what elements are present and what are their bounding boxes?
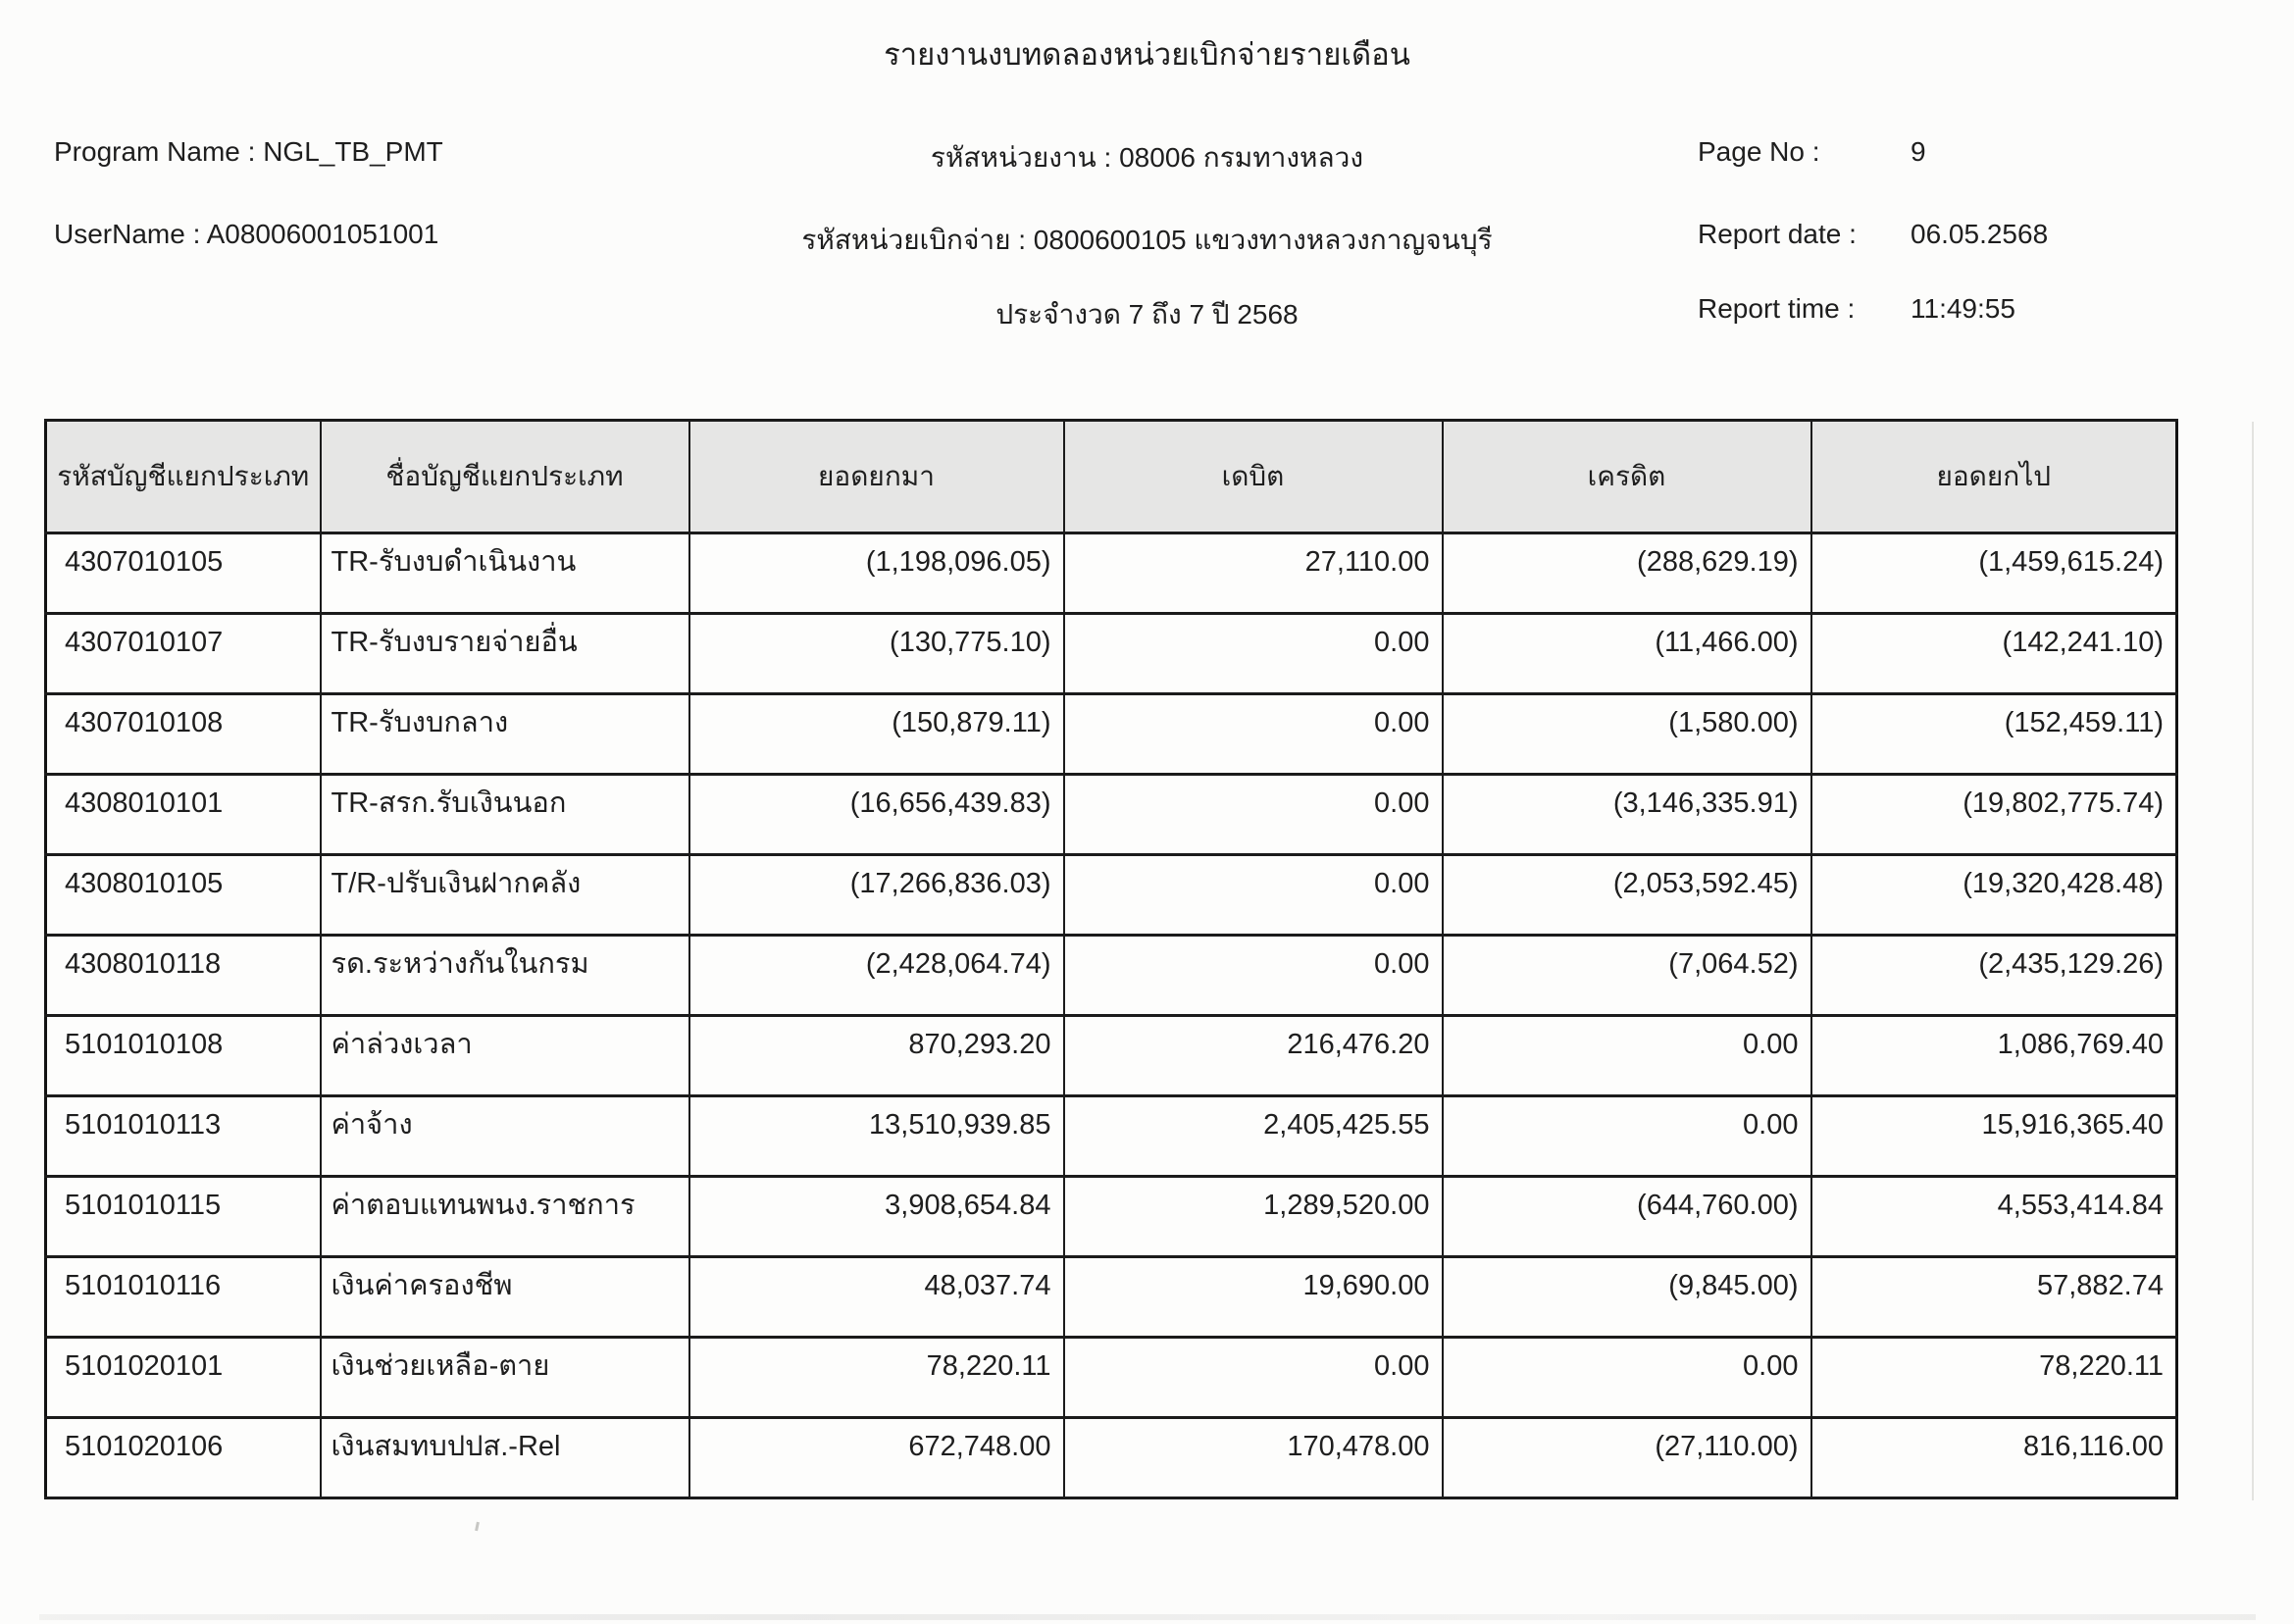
table-row <box>46 1418 2177 1498</box>
debit-cell: 0.00 <box>1064 614 1443 694</box>
debit-cell: 0.00 <box>1064 1338 1443 1418</box>
carry-forward-cell: 57,882.74 <box>1811 1257 2177 1338</box>
debit-cell: 2,405,425.55 <box>1064 1096 1443 1177</box>
credit-cell: (3,146,335.91) <box>1443 775 1811 855</box>
scan-smudge <box>39 1614 2256 1620</box>
report-title: รายงานงบทดลองหน่วยเบิกจ่ายรายเดือน <box>884 37 1410 72</box>
header-debit: เดบิต <box>1064 421 1443 533</box>
carry-forward-cell: 1,086,769.40 <box>1811 1016 2177 1096</box>
table-row <box>46 1177 2177 1257</box>
debit-cell: 19,690.00 <box>1064 1257 1443 1338</box>
account-name-cell: เงินค่าครองชีพ <box>321 1257 689 1338</box>
program-name-label: Program Name : <box>54 136 256 167</box>
table-row <box>46 1096 2177 1177</box>
account-code-cell: 5101010116 <box>46 1257 321 1338</box>
debit-cell: 170,478.00 <box>1064 1418 1443 1498</box>
table-row <box>46 936 2177 1016</box>
account-code-cell: 4307010108 <box>46 694 321 775</box>
table-body <box>46 533 2177 1498</box>
bring-forward-cell: (16,656,439.83) <box>689 775 1064 855</box>
account-code-cell: 4308010118 <box>46 936 321 1016</box>
table-row <box>46 855 2177 936</box>
bring-forward-cell: (130,775.10) <box>689 614 1064 694</box>
account-name-cell: ค่าตอบแทนพนง.ราชการ <box>321 1177 689 1257</box>
table-row <box>46 533 2177 614</box>
credit-cell: (1,580.00) <box>1443 694 1811 775</box>
bring-forward-cell: (1,198,096.05) <box>689 533 1064 614</box>
credit-cell: (7,064.52) <box>1443 936 1811 1016</box>
account-code-cell: 5101010108 <box>46 1016 321 1096</box>
carry-forward-cell: 816,116.00 <box>1811 1418 2177 1498</box>
account-name-cell: TR-รับงบดำเนินงาน <box>321 533 689 614</box>
program-name-value: NGL_TB_PMT <box>263 136 443 167</box>
header-account-code: รหัสบัญชีแยกประเภท <box>46 421 321 533</box>
credit-cell: (9,845.00) <box>1443 1257 1811 1338</box>
carry-forward-cell: 15,916,365.40 <box>1811 1096 2177 1177</box>
account-code-cell: 4307010107 <box>46 614 321 694</box>
bring-forward-cell: 870,293.20 <box>689 1016 1064 1096</box>
account-code-cell: 5101020101 <box>46 1338 321 1418</box>
header-bring-forward: ยอดยกมา <box>689 421 1064 533</box>
account-name-cell: รด.ระหว่างกันในกรม <box>321 936 689 1016</box>
page-no-label: Page No : <box>1698 136 1820 167</box>
header-carry-forward: ยอดยกไป <box>1811 421 2177 533</box>
credit-cell: (11,466.00) <box>1443 614 1811 694</box>
bring-forward-cell: 48,037.74 <box>689 1257 1064 1338</box>
carry-forward-cell: (1,459,615.24) <box>1811 533 2177 614</box>
debit-cell: 0.00 <box>1064 855 1443 936</box>
credit-cell: (288,629.19) <box>1443 533 1811 614</box>
account-code-cell: 4308010105 <box>46 855 321 936</box>
header-account-name: ชื่อบัญชีแยกประเภท <box>321 421 689 533</box>
account-code-cell: 4308010101 <box>46 775 321 855</box>
period-line: ประจำงวด 7 ถึง 7 ปี 2568 <box>995 299 1299 330</box>
bring-forward-cell: (150,879.11) <box>689 694 1064 775</box>
username-value: A08006001051001 <box>206 219 439 249</box>
table-row <box>46 614 2177 694</box>
table-row <box>46 775 2177 855</box>
carry-forward-cell: (19,802,775.74) <box>1811 775 2177 855</box>
carry-forward-cell: (2,435,129.26) <box>1811 936 2177 1016</box>
bring-forward-cell: 13,510,939.85 <box>689 1096 1064 1177</box>
account-code-cell: 5101010113 <box>46 1096 321 1177</box>
credit-cell: 0.00 <box>1443 1338 1811 1418</box>
credit-cell: 0.00 <box>1443 1096 1811 1177</box>
page-no-value: 9 <box>1911 136 1926 167</box>
account-name-cell: เงินสมทบปปส.-Rel <box>321 1418 689 1498</box>
carry-forward-cell: (152,459.11) <box>1811 694 2177 775</box>
account-code-cell: 5101020106 <box>46 1418 321 1498</box>
agency-code-line: รหัสหน่วยงาน : 08006 กรมทางหลวง <box>930 142 1364 173</box>
debit-cell: 0.00 <box>1064 936 1443 1016</box>
report-time-label: Report time : <box>1698 293 1856 324</box>
account-name-cell: ค่าล่วงเวลา <box>321 1016 689 1096</box>
carry-forward-cell: 78,220.11 <box>1811 1338 2177 1418</box>
bring-forward-cell: (2,428,064.74) <box>689 936 1064 1016</box>
account-name-cell: TR-สรก.รับเงินนอก <box>321 775 689 855</box>
report-date-value: 06.05.2568 <box>1911 219 2049 249</box>
account-name-cell: T/R-ปรับเงินฝากคลัง <box>321 855 689 936</box>
debit-cell: 216,476.20 <box>1064 1016 1443 1096</box>
account-name-cell: TR-รับงบรายจ่ายอื่น <box>321 614 689 694</box>
carry-forward-cell: (19,320,428.48) <box>1811 855 2177 936</box>
credit-cell: 0.00 <box>1443 1016 1811 1096</box>
table-row <box>46 1016 2177 1096</box>
scan-edge-line <box>2252 422 2254 1500</box>
bring-forward-cell: 3,908,654.84 <box>689 1177 1064 1257</box>
account-code-cell: 4307010105 <box>46 533 321 614</box>
scan-speck <box>475 1522 480 1531</box>
bring-forward-cell: 672,748.00 <box>689 1418 1064 1498</box>
disbursement-unit-line: รหัสหน่วยเบิกจ่าย : 0800600105 แขวงทางหลวงกาญจนบุรี <box>801 225 1493 255</box>
table-row <box>46 694 2177 775</box>
debit-cell: 27,110.00 <box>1064 533 1443 614</box>
debit-cell: 0.00 <box>1064 694 1443 775</box>
carry-forward-cell: (142,241.10) <box>1811 614 2177 694</box>
debit-cell: 1,289,520.00 <box>1064 1177 1443 1257</box>
username-label: UserName : <box>54 219 201 249</box>
account-name-cell: TR-รับงบกลาง <box>321 694 689 775</box>
bring-forward-cell: 78,220.11 <box>689 1338 1064 1418</box>
carry-forward-cell: 4,553,414.84 <box>1811 1177 2177 1257</box>
account-name-cell: ค่าจ้าง <box>321 1096 689 1177</box>
debit-cell: 0.00 <box>1064 775 1443 855</box>
table-row <box>46 1257 2177 1338</box>
bring-forward-cell: (17,266,836.03) <box>689 855 1064 936</box>
report-date-label: Report date : <box>1698 219 1857 249</box>
table-row <box>46 1338 2177 1418</box>
account-name-cell: เงินช่วยเหลือ-ตาย <box>321 1338 689 1418</box>
trial-balance-table <box>44 419 2178 1499</box>
table-header-row <box>46 421 2177 533</box>
account-code-cell: 5101010115 <box>46 1177 321 1257</box>
report-time-value: 11:49:55 <box>1911 293 2015 324</box>
credit-cell: (2,053,592.45) <box>1443 855 1811 936</box>
credit-cell: (27,110.00) <box>1443 1418 1811 1498</box>
credit-cell: (644,760.00) <box>1443 1177 1811 1257</box>
header-credit: เครดิต <box>1443 421 1811 533</box>
